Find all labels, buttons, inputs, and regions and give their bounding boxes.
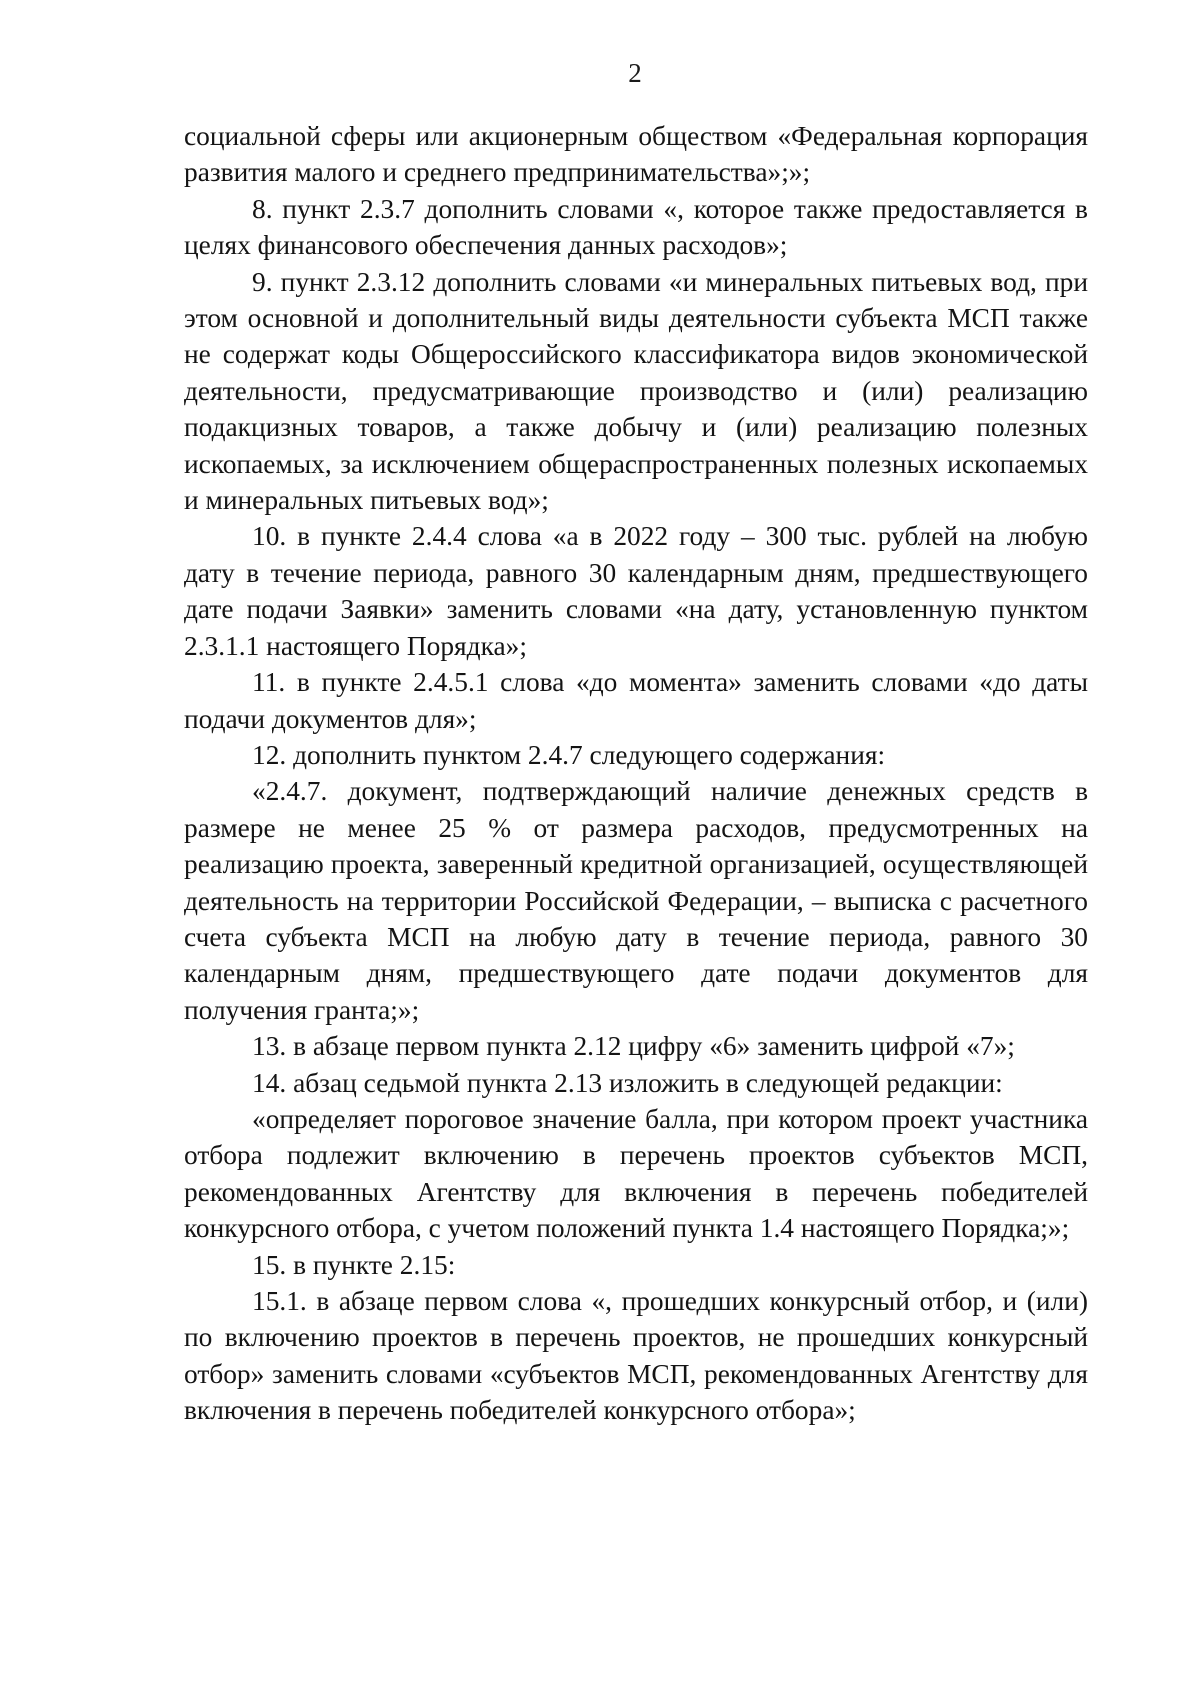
paragraph-item-11: 11. в пункте 2.4.5.1 слова «до момента» заменить словами «до даты подачи документов для»; [184, 667, 1088, 734]
paragraph-item-15-1: 15.1. в абзаце первом слова «, прошедших конкурсный отбор, и (или) по включению проектов в перечень проектов, не прошедших конкурсный отбор» заменить словами «субъектов МСП, рекомендованных Агентству для включения в перечень победителей конкурсного отбора»; [184, 1286, 1088, 1426]
paragraph-item-12: 12. дополнить пунктом 2.4.7 следующего содержания: [252, 739, 886, 770]
page-number: 2 [628, 58, 642, 88]
paragraph-quote-2-4-7: «2.4.7. документ, подтверждающий наличие денежных средств в размере не менее 25 % от размера расходов, предусмотренных на реализацию проекта, заверенный кредитной организацией, осуществляющей деятельность на территории Российской Федерации, – выписка с расчетного счета субъекта МСП на любую дату в течение периода, равного 30 календарным дням, предшествующего дате подачи документов для получения гранта;»; [184, 776, 1088, 1025]
paragraph-item-14: 14. абзац седьмой пункта 2.13 изложить в следующей редакции: [252, 1067, 1003, 1098]
paragraph-continuation: социальной сферы или акционерным обществом «Федеральная корпорация развития малого и среднего предпринимательства»;»; [184, 121, 1088, 188]
document-body [184, 118, 1088, 1429]
paragraph-item-8: 8. пункт 2.3.7 дополнить словами «, которое также предоставляется в целях финансового обеспечения данных расходов»; [184, 193, 1088, 261]
paragraph-item-15: 15. в пункте 2.15: [252, 1249, 456, 1280]
paragraph-item-13: 13. в абзаце первом пункта 2.12 цифру «6» заменить цифрой «7»; [252, 1031, 1015, 1062]
paragraph-item-10: 10. в пункте 2.4.4 слова «а в 2022 году – 300 тыс. рублей на любую дату в течение периода, равного 30 календарным дням, предшествующего дате подачи Заявки» заменить словами «на дату, установленную пунктом 2.3.1.1 настоящего Порядка»; [184, 521, 1088, 661]
paragraph-quote-2-13: «определяет пороговое значение балла, при котором проект участника отбора подлежит включению в перечень проектов субъектов МСП, рекомендованных Агентству для включения в перечень победителей конкурсного отбора, с учетом положений пункта 1.4 настоящего Порядка;»; [184, 1103, 1088, 1244]
paragraph-item-9: 9. пункт 2.3.12 дополнить словами «и минеральных питьевых вод, при этом основной и дополнительный виды деятельности субъекта МСП также не содержат коды Общероссийского классификатора видов экономической деятельности, предусматривающие производство и (или) реализацию подакцизных товаров, а также добычу и (или) реализацию полезных ископаемых, за исключением общераспространенных полезных ископаемых и минеральных питьевых вод»; [184, 266, 1088, 516]
